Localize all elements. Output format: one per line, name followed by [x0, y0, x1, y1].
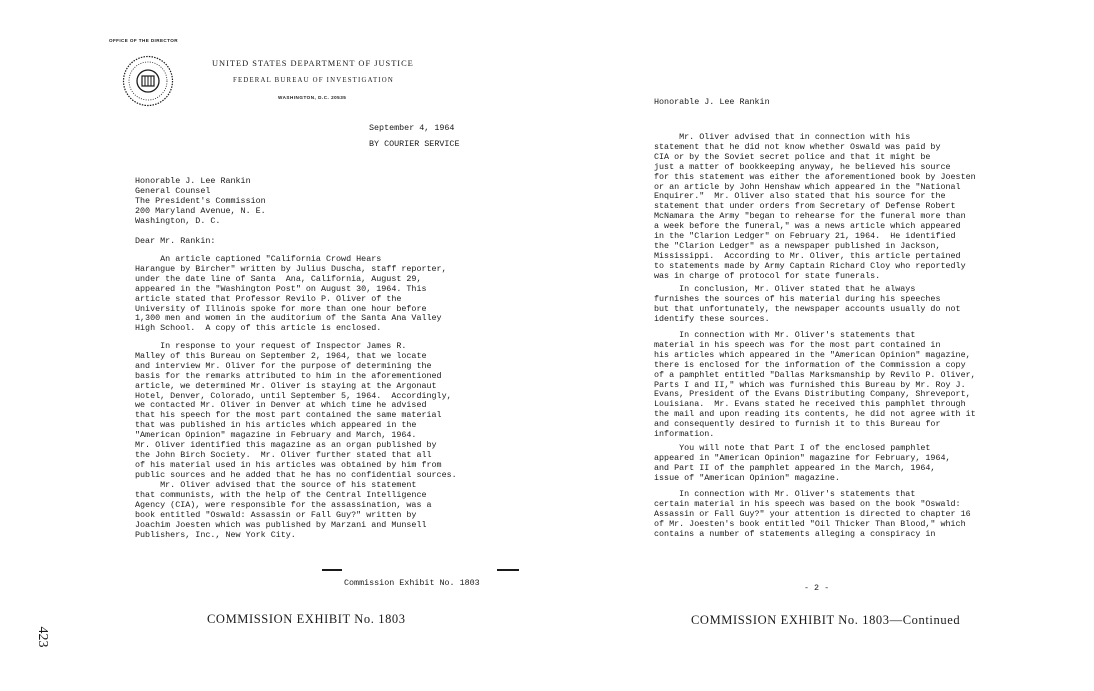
right-paragraph-4: You will note that Part I of the enclosed pamphlet appeared in "American Opinion" magazine for February, 1964, and Part II of the pamphlet appeared in the March, 1964, issue of "American Opinion" magazine. — [654, 443, 951, 483]
left-paragraph-1: An article captioned "California Crowd Hears Harangue by Bircher" written by Julius Duscha, staff reporter, under the date line of Santa Ana, California, August 29, appeared in the "Washington Post" on August 30, 1964. This article stated that Professor Revilo P. Oliver of the University of Illinois spoke for more than one hour before 1,300 men and women in the auditorium of the Santa Ana Valley High School. A copy of this article is enclosed. — [135, 254, 447, 334]
letter-date: September 4, 1964 — [369, 123, 455, 133]
salutation: Dear Mr. Rankin: — [135, 236, 216, 246]
bureau-location: WASHINGTON, D.C. 20535 — [278, 95, 347, 100]
address-line: The President's Commission — [135, 195, 266, 206]
office-label: OFFICE OF THE DIRECTOR — [109, 38, 178, 43]
left-paragraph-3: Mr. Oliver advised that the source of his statement that communists, with the help of the Central Intelligence Agency (CIA), were responsible for the assassination, was a book entitled "Oswald: Assassin or Fall Guy?" written by Joachim Joesten which was published by Marzani and Munsell Publishers, Inc., New York City. — [135, 480, 432, 540]
fbi-seal-icon — [122, 55, 174, 107]
bureau-name: FEDERAL BUREAU OF INVESTIGATION — [233, 77, 394, 84]
page-marker: - 2 - — [804, 583, 830, 593]
left-exhibit-caption: COMMISSION EXHIBIT No. 1803 — [207, 612, 406, 626]
stamp-rule-right — [497, 569, 519, 571]
stamp-rule-left — [322, 569, 342, 571]
right-paragraph-2: In conclusion, Mr. Oliver stated that he always furnishes the sources of his material during his speeches but that unfortunately, the newspaper accounts usually do not identify these sources. — [654, 284, 961, 324]
volume-page-number: 423 — [35, 626, 50, 648]
address-line: Washington, D. C. — [135, 215, 221, 226]
right-exhibit-caption: COMMISSION EXHIBIT No. 1803—Continued — [691, 613, 961, 627]
delivery-method: BY COURIER SERVICE — [369, 139, 460, 149]
exhibit-stamp: Commission Exhibit No. 1803 — [344, 578, 480, 588]
right-addressee: Honorable J. Lee Rankin — [654, 97, 770, 107]
address-line: 200 Maryland Avenue, N. E. — [135, 205, 266, 216]
address-block — [135, 177, 266, 227]
right-paragraph-5: In connection with Mr. Oliver's statements that certain material in his speech was based on the book "Oswald: Assassin or Fall Guy?" your attention is directed to chapter 16 of Mr. Joesten's book entitled "Oil Thicker Than Blood," which contains a number of statements alleging a conspiracy in — [654, 489, 971, 539]
department-name: UNITED STATES DEPARTMENT OF JUSTICE — [212, 59, 414, 68]
left-paragraph-2: In response to your request of Inspector James R. Malley of this Bureau on September 2, 1964, that we locate and interview Mr. Oliver for the purpose of determining the basis for the remarks attributed to him in the aforementioned article, we determined Mr. Oliver is staying at the Argonaut Hotel, Denver, Colorado, until September 5, 1964. Accordingly, we contacted Mr. Oliver in Denver at which time he advised that his speech for the most part contained the same material that was published in his articles which appeared in the "American Opinion" magazine in February and March, 1964. Mr. Oliver identified this magazine as an organ published by the John Birch Society. Mr. Oliver further stated that all of his material used in his articles was obtained by him from public sources and he added that he has no confidential sources. — [135, 341, 457, 480]
address-line: Honorable J. Lee Rankin — [135, 176, 251, 186]
address-line: General Counsel — [135, 185, 211, 196]
right-paragraph-1: Mr. Oliver advised that in connection with his statement that he did not know whether Oswald was paid by CIA or by the Soviet secret police and that it might be just a matter of bookkeeping anyway, he believed his source for this statement was either the aforementioned book by Joesten or an article by John Henshaw which appeared in the "National Enquirer." Mr. Oliver also stated that his source for the statement that under orders from Secretary of Defense Robert McNamara the Army "began to rehearse for the funeral more than a week before the funeral," was a news article which appeared in the "Clarion Ledger" on February 21, 1964. He identified the "Clarion Ledger" as a newspaper published in Jackson, Mississippi. According to Mr. Oliver, this article pertained to statements made by Army Captain Richard Cloy who reportedly was in charge of protocol for state funerals. — [654, 132, 976, 281]
right-paragraph-3: In connection with Mr. Oliver's statements that material in his speech was for the most part contained in his articles which appeared in the "American Opinion" magazine, there is enclosed for the information of the Commission a copy of a pamphlet entitled "Dallas Marksmanship by Revilo P. Oliver, Parts I and II," which was furnished this Bureau by Mr. Roy J. Evans, President of the Evans Distributing Company, Shreveport, Louisiana. Mr. Evans stated he received this pamphlet through the mail and upon reading its contents, he did not agree with it and consequently desired to furnish it to this Bureau for information. — [654, 330, 976, 440]
